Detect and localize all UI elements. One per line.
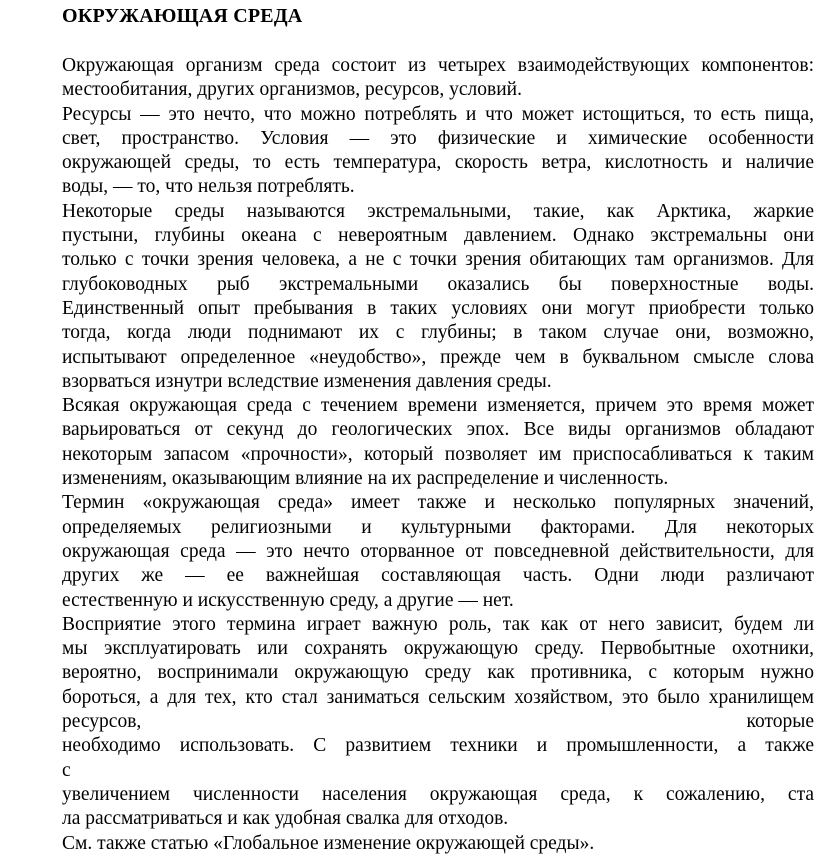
text-line: с	[62, 759, 71, 781]
text-line: Ресурсы — это нечто, что можно потреблять и что может истощиться, то есть пища,	[62, 103, 814, 125]
text-line: взорваться изнутри вследствие изменения давления среды.	[62, 370, 552, 392]
text-line: ла рассматриваться и как удобная свалка для отходов.	[62, 808, 509, 830]
text-line: бороться, а для тех, кто стал заниматься сельским хозяйством, это было хранилищем	[62, 686, 814, 708]
text-line: пустыни, глубины океана с невероятным давлением. Однако экстремальны они	[62, 225, 814, 247]
text-line: воды, — то, что нельзя потреблять.	[62, 176, 355, 198]
text-line: ресурсов, которые	[62, 711, 814, 733]
text-line: только с точки зрения человека, а не с точки зрения обитающих там организмов. Для	[62, 249, 814, 271]
text-line: Окружающая организм среда состоит из четырех взаимодействующих компонентов:	[62, 55, 814, 76]
text-line: Восприятие этого термина играет важную роль, так как от него зависит, будем ли	[62, 613, 814, 635]
text-line: необходимо использовать. С развитием техники и промышленности, а также	[62, 735, 814, 757]
text-line: варьироваться от секунд до геологических эпох. Все виды организмов обладают	[62, 419, 814, 441]
text-line: некоторым запасом «прочности», который позволяет им приспосабливаться к таким	[62, 443, 814, 465]
text-line: окружающая среда — это нечто оторванное от повседневной действительности, для	[62, 540, 814, 562]
text-line: других же — ее важнейшая составляющая часть. Одни люди различают	[62, 565, 814, 587]
text-line: изменениям, оказывающим влияние на их распределение и численность.	[62, 468, 669, 490]
text-line: Всякая окружающая среда с течением времени изменяется, причем это время может	[62, 395, 814, 417]
text-line: местообитания, других организмов, ресурсов, условий.	[62, 79, 522, 101]
text-line: естественную и искусственную среду, а другие — нет.	[62, 589, 514, 611]
text-line: мы эксплуатировать или сохранять окружающую среду. Первобытные охотники,	[62, 638, 814, 660]
text-line: См. также статью «Глобальное изменение окружающей среды».	[62, 832, 595, 854]
text-line: окружающей среды, то есть температура, скорость ветра, кислотность и наличие	[62, 152, 814, 174]
text-line: Термин «окружающая среда» имеет также и несколько популярных значений,	[62, 492, 814, 514]
document-body	[62, 54, 814, 856]
text-line: Некоторые среды называются экстремальными, такие, как Арктика, жаркие	[62, 200, 814, 222]
text-line: испытывают определенное «неудобство», прежде чем в буквальном смысле слова	[62, 346, 814, 368]
text-line: Единственный опыт пребывания в таких условиях они могут приобрести только	[62, 297, 814, 319]
text-line: вероятно, воспринимали окружающую среду как противника, с которым нужно	[62, 662, 814, 684]
text-line: определяемых религиозными и культурными факторами. Для некоторых	[62, 516, 814, 538]
text-line: тогда, когда люди поднимают их с глубины; в таком случае они, возможно,	[62, 322, 814, 344]
document-title: ОКРУЖАЮЩАЯ СРЕДА	[62, 5, 303, 27]
text-line: увеличением численности населения окружающая среда, к сожалению, ста	[62, 783, 814, 805]
text-line: свет, пространство. Условия — это физические и химические особенности	[62, 127, 814, 149]
text-line: глубоководных рыб экстремальными оказались бы поверхностные воды.	[62, 273, 814, 295]
